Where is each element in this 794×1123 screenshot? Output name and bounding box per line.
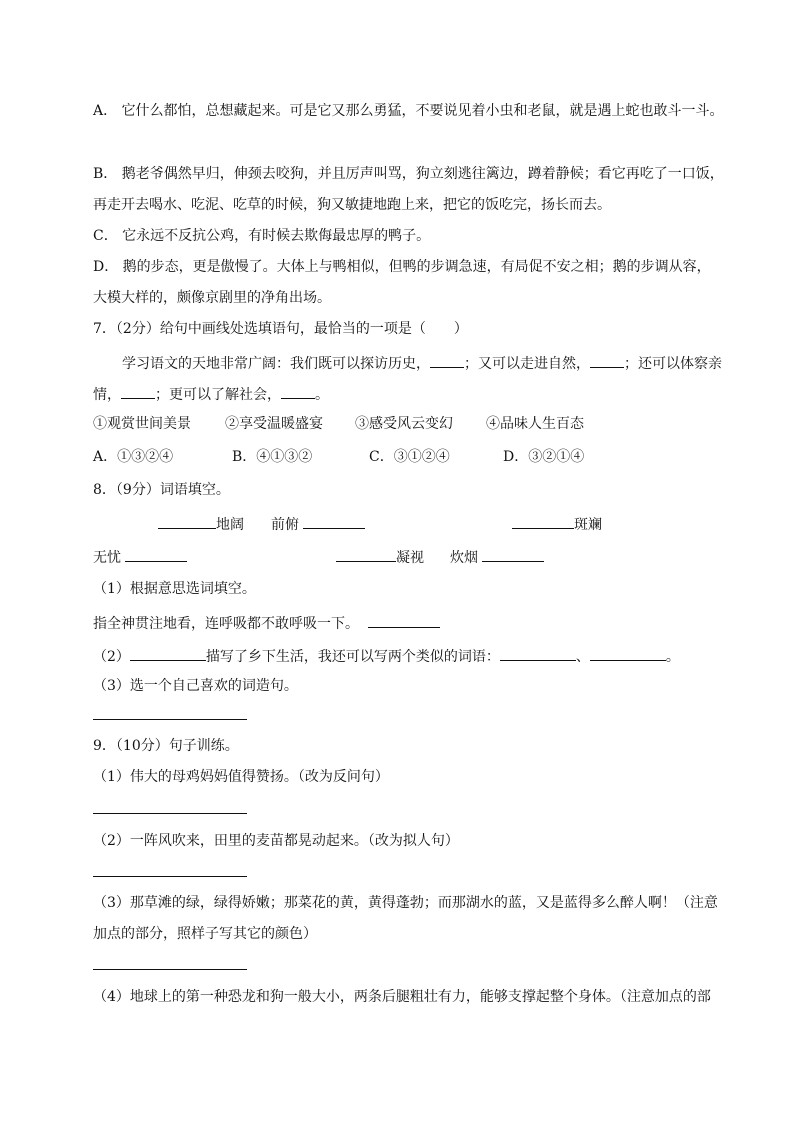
- q8-sub-2-text: 描写了乡下生活，我还可以写两个类似的词语：: [205, 649, 500, 665]
- q8-blank-5[interactable]: [336, 546, 396, 562]
- q7-blank-2[interactable]: [590, 352, 624, 368]
- q7-option-b[interactable]: B．④①③②: [232, 449, 313, 465]
- q9-answer-line-2[interactable]: [93, 876, 247, 877]
- q6-option-b-line2: 再走开去喝水、吃泥、吃草的时候，狗又敏捷地跑上来，把它的饭吃完，扬长而去。: [93, 197, 611, 213]
- q8-blank-9[interactable]: [500, 645, 576, 661]
- q7-passage-text: ；还可以体察亲: [624, 356, 722, 372]
- q8-word-6: [450, 546, 544, 567]
- q8-word-text: 地阔: [216, 517, 244, 533]
- q8-word-text: 斑斓: [574, 517, 602, 533]
- q8-sub-2: [93, 645, 680, 666]
- q8-word-text: 凝视: [396, 550, 424, 566]
- q7-title: 7．（2分）给句中画线处选填语句，最恰当的一项是（ ）: [93, 321, 468, 337]
- q7-passage-text: 情，: [93, 387, 121, 403]
- q9-sub-2: （2）一阵风吹来，田里的麦苗都晃动起来。（改为拟人句）: [93, 833, 459, 849]
- q8-answer-line[interactable]: [93, 719, 247, 720]
- q8-blank-10[interactable]: [590, 645, 666, 661]
- q8-word-1: [158, 513, 244, 534]
- q7-passage-line2: [93, 383, 329, 404]
- q7-blank-3[interactable]: [121, 383, 155, 399]
- q7-passage-text: ；又可以走进自然，: [464, 356, 590, 372]
- q7-blank-4[interactable]: [281, 383, 315, 399]
- q7-blank-1[interactable]: [430, 352, 464, 368]
- q7-passage-text: 。: [315, 387, 329, 403]
- q8-blank-7[interactable]: [368, 612, 440, 628]
- q9-answer-line-1[interactable]: [93, 813, 247, 814]
- q6-option-b-line1: B． 鹅老爷偶然早归，伸颈去咬狗，并且厉声叫骂，狗立刻逃往篱边，蹲着静候；看它再吃了一口饭，: [93, 166, 724, 182]
- q8-sub-2-text: （2）: [93, 649, 130, 665]
- q7-passage-line1: [122, 352, 722, 373]
- q8-title: 8．（9分）词语填空。: [93, 482, 230, 498]
- q8-blank-3[interactable]: [512, 513, 574, 529]
- q9-answer-line-3[interactable]: [93, 969, 247, 970]
- q7-item-4: ④品味人生百态: [486, 416, 584, 432]
- q6-option-d-line1: D． 鹅的步态，更是傲慢了。大体上与鸭相似，但鸭的步调急速，有局促不安之相；鹅的步调从容，: [93, 259, 711, 275]
- q8-sub-3: （3）选一个自己喜欢的词造句。: [93, 678, 298, 694]
- q8-word-text: 炊烟: [450, 550, 478, 566]
- q8-sub-1-desc: [93, 612, 440, 633]
- q7-option-a[interactable]: A．①③②④: [93, 449, 174, 465]
- q7-item-3: ③感受风云变幻: [355, 416, 453, 432]
- q8-blank-4[interactable]: [125, 546, 187, 562]
- q6-option-c: C． 它永远不反抗公鸡，有时候去欺侮最忠厚的鸭子。: [93, 228, 431, 244]
- q8-word-text: 无忧: [93, 550, 121, 566]
- q7-passage-text: ；更可以了解社会，: [155, 387, 281, 403]
- q9-sub-1: （1）伟大的母鸡妈妈值得赞扬。（改为反问句）: [93, 769, 389, 785]
- q8-sub-2-text: 、: [575, 649, 590, 665]
- q9-sub-3-line2: 加点的部分，照样子写其它的颜色）: [93, 926, 317, 942]
- q7-passage-text: 学习语文的天地非常广阔：我们既可以探访历史，: [122, 356, 430, 372]
- q6-option-d-line2: 大模大样的，颇像京剧里的净角出场。: [93, 290, 331, 306]
- q9-title: 9．（10分）句子训练。: [93, 738, 239, 754]
- q8-word-4: [93, 546, 187, 567]
- q7-option-d[interactable]: D．③②①④: [503, 449, 585, 465]
- q8-word-2: [271, 513, 365, 534]
- q8-sub-1-desc-text: 指全神贯注地看，连呼吸都不敢呼吸一下。: [93, 616, 359, 632]
- q7-item-2: ②享受温暖盛宴: [225, 416, 323, 432]
- q8-blank-2[interactable]: [303, 513, 365, 529]
- q8-word-3: [512, 513, 602, 534]
- q8-blank-8[interactable]: [130, 645, 206, 661]
- q8-sub-2-text: 。: [665, 649, 680, 665]
- q7-option-c[interactable]: C．③①②④: [369, 449, 450, 465]
- q7-item-1: ①观赏世间美景: [93, 416, 191, 432]
- q8-word-5: [336, 546, 424, 567]
- q8-word-text: 前俯: [271, 517, 299, 533]
- q8-blank-1[interactable]: [158, 513, 216, 529]
- q9-sub-4: （4）地球上的第一种恐龙和狗一般大小，两条后腿粗壮有力，能够支撑起整个身体。（注意加点的部: [93, 989, 711, 1005]
- q8-blank-6[interactable]: [482, 546, 544, 562]
- q9-sub-3-line1: （3）那草滩的绿，绿得娇嫩；那菜花的黄，黄得蓬勃；而那湖水的蓝，又是蓝得多么醉人啊！（注意: [93, 895, 718, 911]
- q8-sub-1: （1）根据意思选词填空。: [93, 581, 256, 597]
- q6-option-a: A． 它什么都怕，总想藏起来。可是它又那么勇猛，不要说见着小虫和老鼠，就是遇上蛇也敢斗一斗。: [93, 103, 724, 119]
